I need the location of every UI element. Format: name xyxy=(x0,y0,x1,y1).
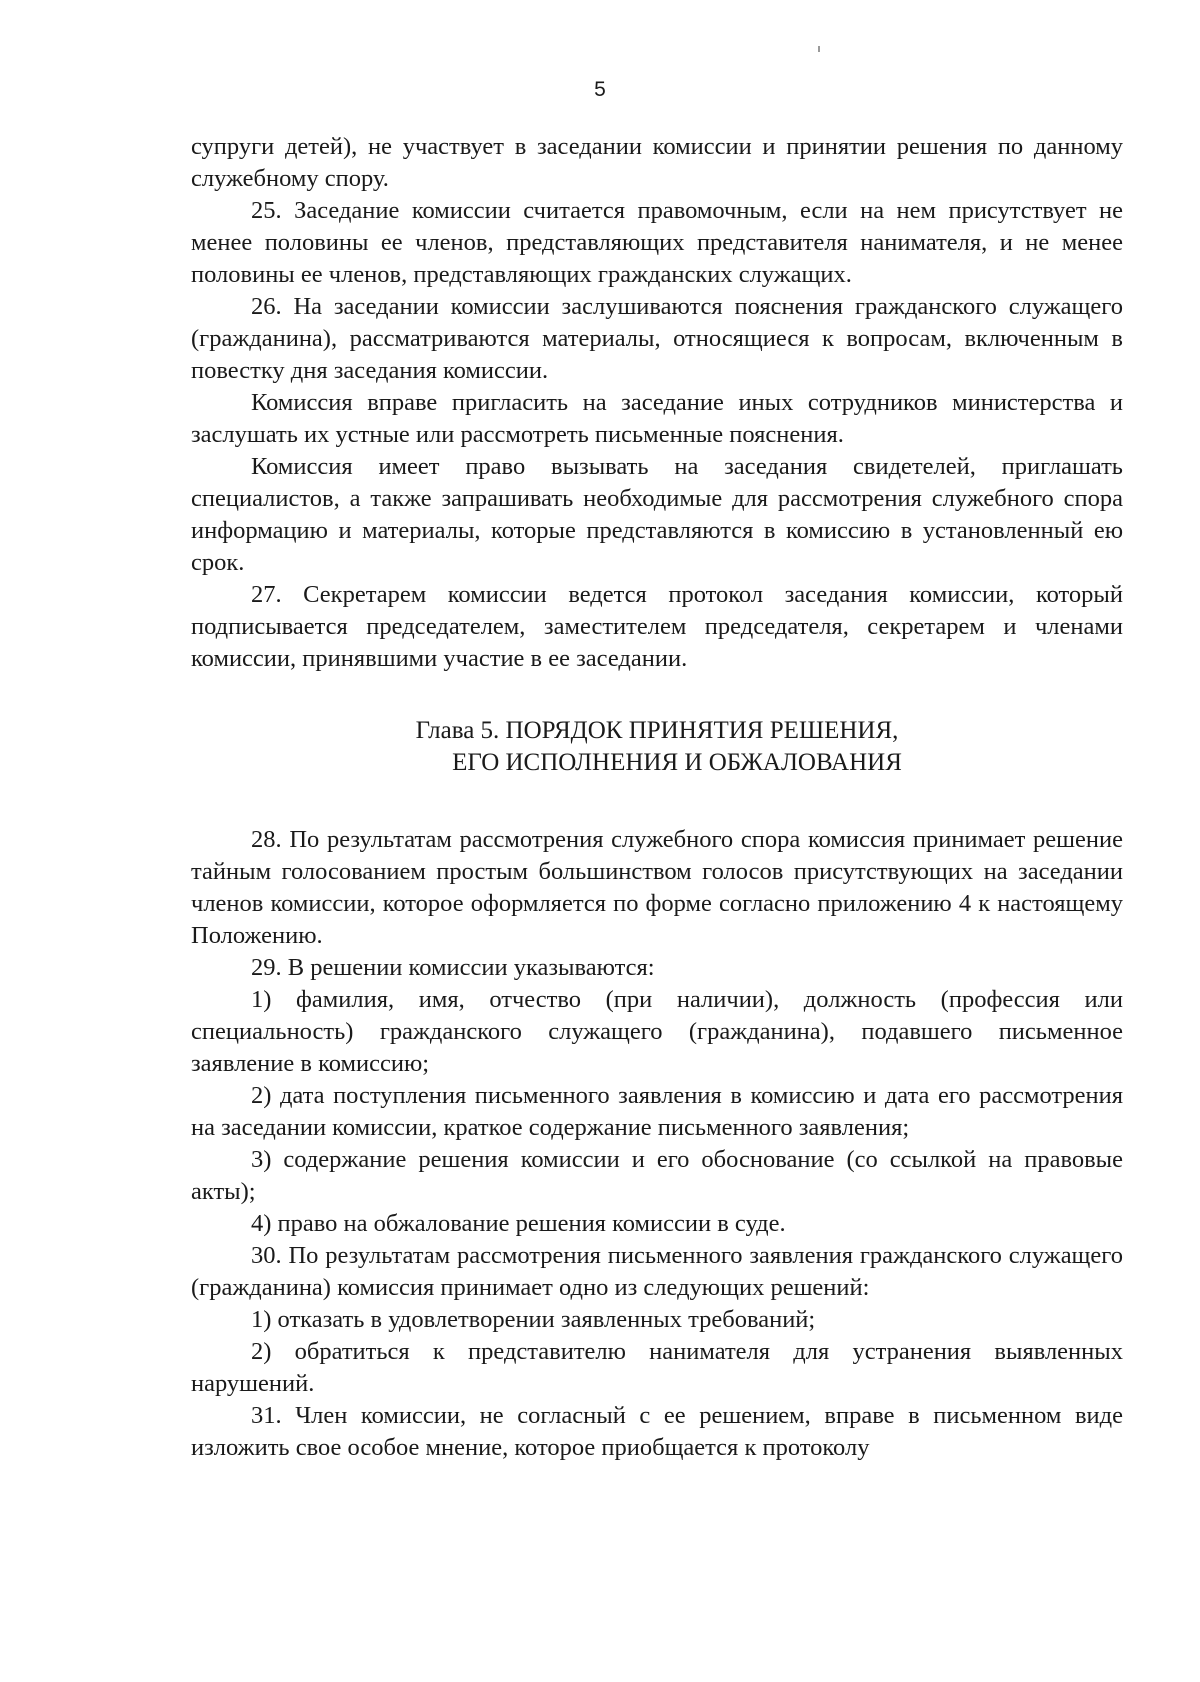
paragraph-26-witnesses: Комиссия имеет право вызывать на заседания свидетелей, приглашать специалистов, а также запрашивать необходимые для рассмотрения служебного спора информацию и материалы, которые представляются в комиссию в установленный ею срок. xyxy=(191,453,1123,576)
paragraph-26: 26. На заседании комиссии заслушиваются пояснения гражданского служащего (гражданина), рассматриваются материалы, относящиеся к вопросам, включенным в повестку дня заседания комиссии. xyxy=(191,293,1123,384)
paragraph-25: 25. Заседание комиссии считается правомочным, если на нем присутствует не менее половины ее членов, представляющих представителя нанимателя, и не менее половины ее членов, представляющих гражданских служащих. xyxy=(191,197,1123,288)
paragraph-27: 27. Секретарем комиссии ведется протокол заседания комиссии, который подписывается председателем, заместителем председателя, секретарем и членами комиссии, принявшими участие в ее заседании. xyxy=(191,581,1123,672)
scan-mark xyxy=(818,46,820,52)
chapter-heading-line-2: ЕГО ИСПОЛНЕНИЯ И ОБЖАЛОВАНИЯ xyxy=(452,749,902,776)
paragraph-29-item-1: 1) фамилия, имя, отчество (при наличии), должность (профессия или специальность) гражданского служащего (гражданина), подавшего письменное заявление в комиссию; xyxy=(191,986,1123,1077)
paragraph-30-item-1: 1) отказать в удовлетворении заявленных требований; xyxy=(251,1306,816,1333)
paragraph-29: 29. В решении комиссии указываются: xyxy=(251,954,655,981)
paragraph-30-item-2: 2) обратиться к представителю нанимателя для устранения выявленных нарушений. xyxy=(191,1338,1123,1397)
chapter-heading-line-1: Глава 5. ПОРЯДОК ПРИНЯТИЯ РЕШЕНИЯ, xyxy=(415,717,899,744)
paragraph-28: 28. По результатам рассмотрения служебного спора комиссия принимает решение тайным голосованием простым большинством голосов присутствующих на заседании членов комиссии, которое оформляется по форме согласно приложению 4 к настоящему Положению. xyxy=(191,826,1123,949)
paragraph-26-invite: Комиссия вправе пригласить на заседание иных сотрудников министерства и заслушать их устные или рассмотреть письменные пояснения. xyxy=(191,389,1123,448)
chapter-heading xyxy=(191,715,1123,779)
paragraph-29-item-2: 2) дата поступления письменного заявления в комиссию и дата его рассмотрения на заседании комиссии, краткое содержание письменного заявления; xyxy=(191,1082,1123,1141)
document-body xyxy=(191,131,1123,1464)
paragraph-31: 31. Член комиссии, не согласный с ее решением, вправе в письменном виде изложить свое особое мнение, которое приобщается к протоколу xyxy=(191,1402,1123,1461)
paragraph-29-item-4: 4) право на обжалование решения комиссии в суде. xyxy=(251,1210,786,1237)
paragraph-intro: супруги детей), не участвует в заседании комиссии и принятии решения по данному служебному спору. xyxy=(191,133,1123,192)
paragraph-30: 30. По результатам рассмотрения письменного заявления гражданского служащего (гражданина) комиссия принимает одно из следующих решений: xyxy=(191,1242,1123,1301)
page-number: 5 xyxy=(594,78,606,101)
paragraph-29-item-3: 3) содержание решения комиссии и его обоснование (со ссылкой на правовые акты); xyxy=(191,1146,1123,1205)
